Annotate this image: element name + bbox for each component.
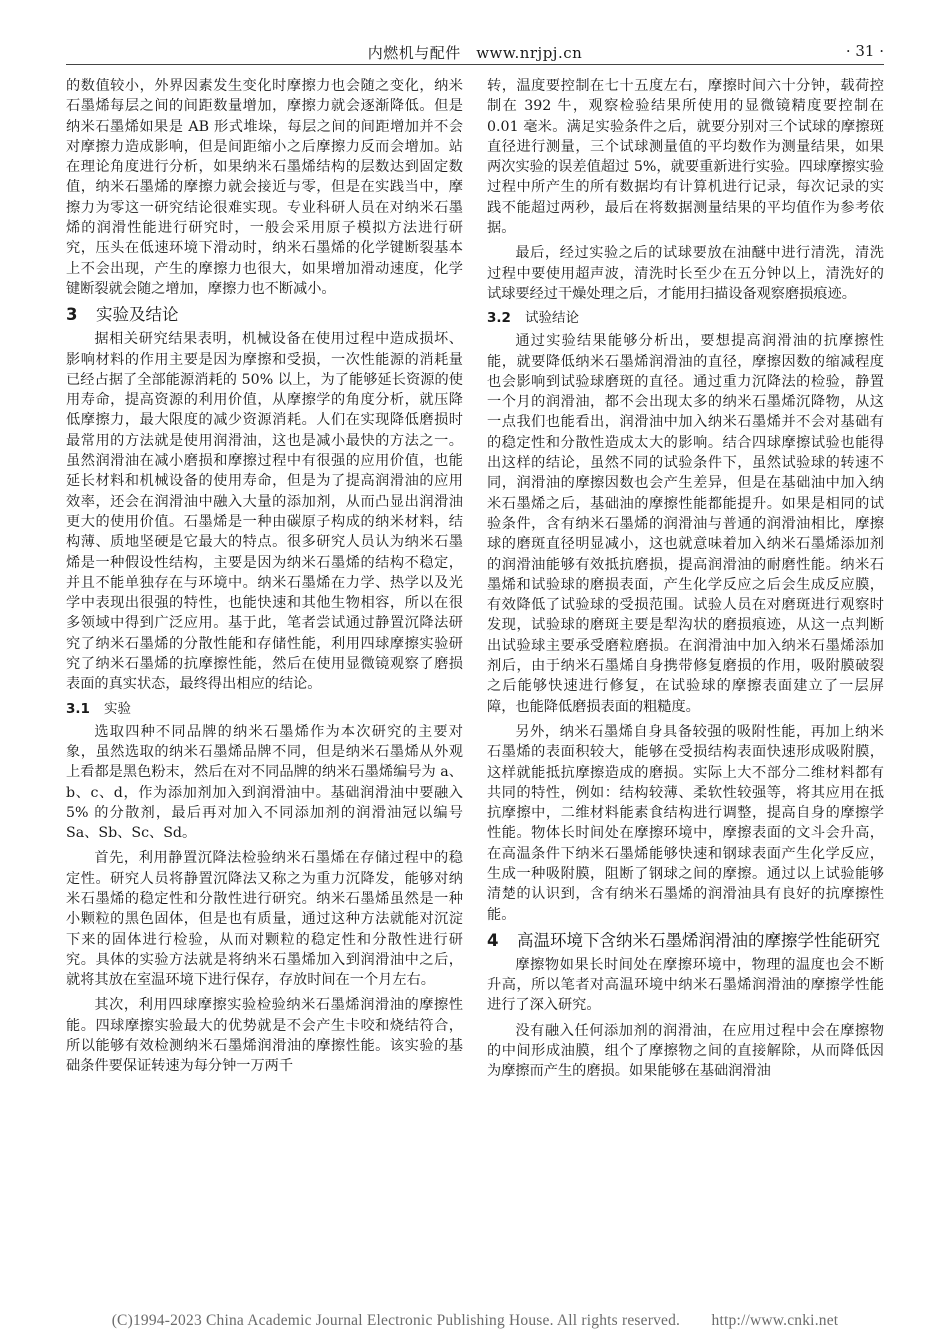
paragraph: 首先，利用静置沉降法检验纳米石墨烯在存储过程中的稳定性。研究人员将静置沉降法又称之为重力沉降发，能够对纳米石墨烯的稳定性和分散性进行研究。纳米石墨烯虽然是一种小颗粒的黑色固体，但是也有质量，通过这种方法就能对沉淀下来的固体进行检验，从而对颗粒的稳定性和分散性进行研究。具体的实验方法就是将纳米石墨烯加入到润滑油中之后，就将其放在室温环境下进行保存，存放时间在一个月左右。	[66, 850, 463, 989]
subsection-heading-3-1	[66, 698, 463, 720]
page-header	[66, 42, 884, 64]
section-title: 实验及结论	[96, 305, 179, 325]
paragraph: 摩擦物如果长时间处在摩擦环境中，物理的温度也会不断升高，所以笔者对高温环境中纳米石墨烯润滑油的摩擦学性能进行了深入研究。	[487, 956, 884, 1014]
page-number: · 31 ·	[845, 42, 884, 60]
subsection-number: 3.1	[66, 700, 90, 717]
paragraph: 通过实验结果能够分析出，要想提高润滑油的抗摩擦性能，就要降低纳米石墨烯润滑油的直径，摩擦因数的缩减程度也会影响到试验球磨斑的直径。通过重力沉降法的检验，静置一个月的润滑油，都不会出现太多的纳米石墨烯沉降物，从这一点我们也能看出，润滑油中加入纳米石墨烯并不会对基础有的稳定性和分散性造成太大的影响。结合四球摩擦试验也能得出这样的结论，虽然不同的试验条件下，虽然试验球的转速不同，润滑油的摩擦因数也会产生差异，但是在基础油中加入纳米石墨烯之后，基础油的摩擦性能都能提升。如果是相同的试验条件，含有纳米石墨烯的润滑油与普通的润滑油相比，摩擦球的磨斑直径明显减小，这也就意味着加入纳米石墨烯添加剂的润滑油能够有效抵抗磨损，提高润滑油的耐磨性能。纳米石墨烯和试验球的磨损表面，产生化学反应之后会生成反应膜，有效降低了试验球的受损范围。试验人员在对磨斑进行观察时发现，试验球的磨斑主要是犁沟状的磨损痕迹，从这一点判断出试验球主要承受磨粒磨损。在润滑油中加入纳米石墨烯添加剂后，由于纳米石墨烯自身携带修复磨损的作用，吸附膜破裂之后能够快速进行修复，在试验球的摩擦表面建立了一层屏障，也能降低磨损表面的粗糙度。	[487, 333, 884, 715]
paragraph: 另外，纳米石墨烯自身具备较强的吸附性能，再加上纳米石墨烯的表面积较大，能够在受损结构表面快速形成吸附膜，这样就能抵抗摩擦造成的磨损。实际上大不部分二维材料都有共同的特性，例如：结构较薄、柔软性较强等，将其应用在抵抗摩擦中，二维材料能素食结构进行调整，提高自身的摩擦学性能。物体长时间处在摩擦环境中，摩擦表面的文斗会升高，在高温条件下纳米石墨烯能够快速和钢球表面产生化学反应，生成一种吸附膜，阻断了钢球之间的摩擦。通过以上试验能够清楚的认识到，含有纳米石墨烯的润滑油具有良好的抗摩擦性能。	[487, 723, 884, 923]
right-column	[487, 76, 884, 1082]
header-divider	[66, 64, 884, 65]
subsection-heading-3-2	[487, 307, 884, 329]
paragraph: 选取四种不同品牌的纳米石墨烯作为本次研究的主要对象，虽然选取的纳米石墨烯品牌不同，但是纳米石墨烯从外观上看都是黑色粉末，然后在对不同品牌的纳米石墨烯编号为 a、b、c、d，作为添加剂加入到润滑油中。基础润滑油中要融入 5% 的分散剂，最后再对加入不同添加剂的润滑油冠以编号 Sa、Sb、Sc、Sd。	[66, 723, 463, 842]
section-number: 3	[66, 305, 78, 325]
paragraph: 没有融入任何添加剂的润滑油，在应用过程中会在摩擦物的中间形成油膜，组个了摩擦物之间的直接解除，从而降低因为摩擦而产生的磨损。如果能够在基础润滑油	[487, 1022, 884, 1080]
subsection-number: 3.2	[487, 310, 511, 327]
paragraph: 最后，经过实验之后的试球要放在油醚中进行清洗，清洗过程中要使用超声波，清洗时长至少在五分钟以上，清洗好的试球要经过干燥处理之后，才能用扫描设备观察磨损痕迹。	[487, 245, 884, 302]
subsection-title: 试验结论	[525, 310, 579, 327]
subsection-title: 实验	[104, 700, 131, 717]
section-number: 4	[487, 930, 499, 950]
paragraph: 的数值较小，外界因素发生变化时摩擦力也会随之变化，纳米石墨烯每层之间的间距数量增加，摩擦力就会逐渐降低。但是纳米石墨烯如果是 AB 形式堆垛，每层之间的间距增加并不会对摩擦力造成影响，但是间距缩小之后摩擦力反而会增加。站在理论角度进行分析，如果纳米石墨烯结构的层数达到固定数值，纳米石墨烯的摩擦力就会接近与零，但是在实践当中，摩擦力为零这一研究结论很难实现。专业科研人员在对纳米石墨烯的润滑性能进行研究时，一般会采用原子模拟方法进行研究，压头在低速环境下滑动时，纳米石墨烯的化学键断裂基本上不会出现，产生的摩擦力也很大，如果增加滑动速度，化学键断裂就会随之增加，摩擦力也不断减小。	[66, 78, 463, 297]
paragraph: 据相关研究结果表明，机械设备在使用过程中造成损坏、影响材料的作用主要是因为摩擦和受损，一次性能源的消耗量已经占据了全部能源消耗的 50% 以上，为了能够延长资源的使用寿命，提高资源的利用价值，从摩擦学的角度分析，就压降低摩擦力，最大限度的减少资源消耗。人们在实现降低磨损时最常用的方法就是使用润滑油，这也是减小最快的方法之一。虽然润滑油在减小磨损和摩擦过程中有很强的应用价值，也能延长材料和机械设备的使用寿命，但是为了提高润滑油的应用效率，还会在润滑油中融入大量的添加剂，从而凸显出润滑油更大的使用价值。石墨烯是一种由碳原子构成的纳米材料，结构薄、质地坚硬是它最大的特点。很多研究人员认为纳米石墨烯是一种假设性结构，主要是因为纳米石墨烯的结构不稳定，并且不能单独存在与环境中。纳米石墨烯在力学、热学以及光学中表现出很强的特性，也能快速和其他生物相容，所以在很多领域中得到广泛应用。基于此，笔者尝试通过静置沉降法研究了纳米石墨烯的分散性能和存储性能，利用四球摩擦实验研究了纳米石墨烯的抗摩擦性能，然后在使用显微镜观察了磨损表面的真实状态，最终得出相应的结论。	[66, 331, 463, 693]
section-title: 高温环境下含纳米石墨烯润滑油的摩擦学性能研究	[517, 930, 880, 950]
journal-title: 内燃机与配件 www.nrjpj.cn	[367, 44, 583, 62]
section-heading-3	[66, 303, 463, 327]
paragraph: 转，温度要控制在七十五度左右，摩擦时间六十分钟，载荷控制在 392 牛，观察检验结果所使用的显微镜精度要控制在 0.01 毫米。满足实验条件之后，就要分别对三个试球的摩擦斑直径进行测量，三个试球测量值的平均数作为测量结果，如果两次实验的误差值超过 5%，就要重新进行实验。四球摩擦实验过程中所产生的所有数据均有计算机进行记录，每次记录的实践不能超过两秒，最后在将数据测量结果的平均值作为参考依据。	[487, 78, 884, 237]
paragraph: 其次，利用四球摩擦实验检验纳米石墨烯润滑油的摩擦性能。四球摩擦实验最大的优势就是不会产生卡咬和烧结符合，所以能够有效检测纳米石墨烯润滑油的摩擦性能。该实验的基础条件要保证转速为每分钟一万两千	[66, 997, 463, 1075]
section-heading-4	[487, 929, 884, 953]
copyright-footer: (C)1994-2023 China Academic Journal Electronic Publishing House. All rights reserved. http://www.cnki.net	[111, 1312, 839, 1329]
left-column	[66, 76, 463, 1077]
